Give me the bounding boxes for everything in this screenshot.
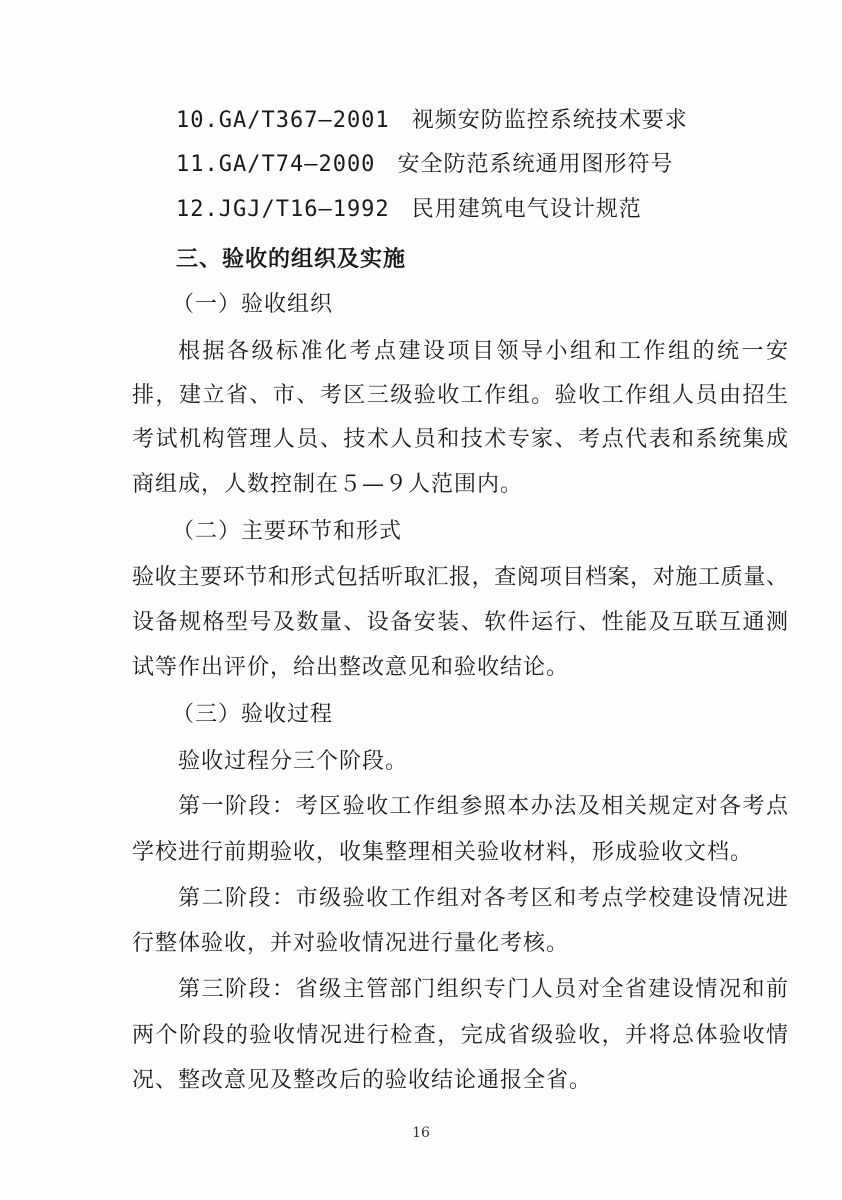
subsection-heading: （一）验收组织 <box>172 292 334 317</box>
paragraph-line: 验收过程分三个阶段。 <box>178 749 409 774</box>
standard-item <box>176 106 688 136</box>
paragraph-line: 第一阶段：考区验收工作组参照本办法及相关规定对各考点 <box>178 794 788 819</box>
paragraph-line: 根据各级标准化考点建设项目领导小组和工作组的统一安 <box>178 339 788 364</box>
standard-code: 10.GA/T367—2001 <box>176 108 390 133</box>
standard-item <box>176 150 673 180</box>
standard-code: 11.GA/T74—2000 <box>176 152 376 177</box>
subsection-heading: （二）主要环节和形式 <box>172 519 403 544</box>
standard-title: 安全防范系统通用图形符号 <box>397 152 674 177</box>
standard-code: 12.JGJ/T16—1992 <box>176 197 390 222</box>
paragraph-line: 商组成，人数控制在５—９人范围内。 <box>132 472 524 497</box>
paragraph-line: 行整体验收，并对验收情况进行量化考核。 <box>132 931 570 956</box>
standard-title: 视频安防监控系统技术要求 <box>411 108 688 133</box>
section-heading: 三、验收的组织及实施 <box>176 247 407 272</box>
paragraph-line: 排，建立省、市、考区三级验收工作组。验收工作组人员由招生 <box>132 383 788 408</box>
paragraph-line: 学校进行前期验收，收集整理相关验收材料，形成验收文档。 <box>132 840 754 865</box>
subsection-heading: （三）验收过程 <box>172 702 334 727</box>
paragraph-line: 况、整改意见及整改后的验收结论通报全省。 <box>132 1068 593 1093</box>
paragraph-line: 两个阶段的验收情况进行检查，完成省级验收，并将总体验收情 <box>132 1023 788 1048</box>
paragraph-line: 验收主要环节和形式包括听取汇报，查阅项目档案，对施工质量、 <box>132 565 788 590</box>
page-number: 16 <box>412 1125 430 1141</box>
paragraph-line: 设备规格型号及数量、设备安装、软件运行、性能及互联互通测 <box>132 610 788 635</box>
standard-title: 民用建筑电气设计规范 <box>411 197 642 222</box>
paragraph-line: 第三阶段：省级主管部门组织专门人员对全省建设情况和前 <box>178 977 788 1002</box>
paragraph-line: 第二阶段：市级验收工作组对各考区和考点学校建设情况进 <box>178 886 788 911</box>
paragraph-line: 试等作出评价，给出整改意见和验收结论。 <box>132 655 570 680</box>
paragraph-line: 考试机构管理人员、技术人员和技术专家、考点代表和系统集成 <box>132 427 788 452</box>
standard-item <box>176 195 642 225</box>
